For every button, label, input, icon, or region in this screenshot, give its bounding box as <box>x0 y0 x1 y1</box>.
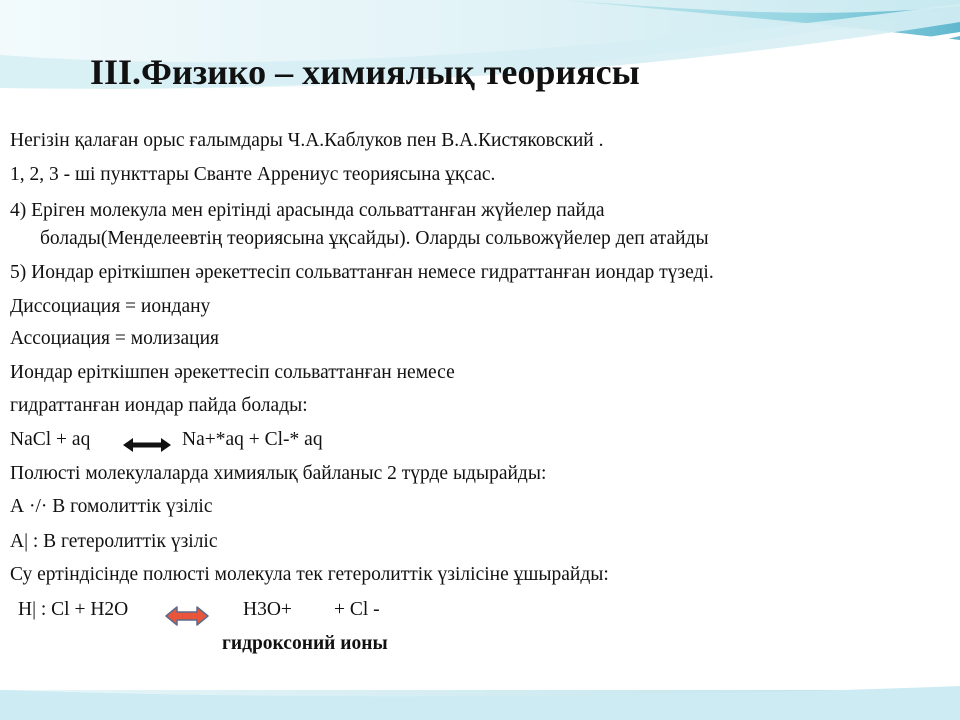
text-line: А ·/· В гомолиттік үзіліс <box>10 496 213 517</box>
hydroxonium-caption: гидроксоний ионы <box>222 633 388 654</box>
text-line: Диссоциация = иондану <box>10 296 211 317</box>
text-line: А| : В гетеролиттік үзіліс <box>10 531 218 552</box>
equation-product: + Cl - <box>334 599 380 620</box>
equation-product: H3O+ <box>243 599 292 620</box>
text-line: Иондар еріткішпен әрекеттесіп сольваттанған немесе <box>10 362 455 383</box>
text-line: 5) Иондар еріткішпен әрекеттесіп сольваттанған немесе гидраттанған иондар түзеді. <box>10 262 714 283</box>
text-line: Су ертіндісінде полюсті молекула тек гетеролиттік үзілісіне ұшырайды: <box>10 564 609 585</box>
double-arrow-icon <box>121 436 173 454</box>
text-line: 1, 2, 3 - ші пункттары Сванте Аррениус теориясына ұқсас. <box>10 164 496 185</box>
text-line: гидраттанған иондар пайда болады: <box>10 395 308 416</box>
text-line: Ассоциация = молизация <box>10 328 219 349</box>
text-line: болады(Менделеевтің теориясына ұқсайды). Оларды сольвожүйелер деп атайды <box>40 228 709 249</box>
slide-title: III.Физико – химиялық теориясы <box>90 52 640 92</box>
text-line: 4) Еріген молекула мен ерітінді арасында сольваттанған жүйелер пайда <box>10 200 605 221</box>
equation-left: NaCl + aq <box>10 429 91 450</box>
text-line: Полюсті молекулаларда химиялық байланыс 2 түрде ыдырайды: <box>10 463 547 484</box>
equation-left: H| : Cl + H2O <box>18 599 129 620</box>
double-arrow-icon <box>164 605 210 627</box>
equation-right: Na+*aq + Cl-* aq <box>182 429 323 450</box>
text-line: Негізін қалаған орыс ғалымдары Ч.А.Каблуков пен В.А.Кистяковский . <box>10 130 604 151</box>
